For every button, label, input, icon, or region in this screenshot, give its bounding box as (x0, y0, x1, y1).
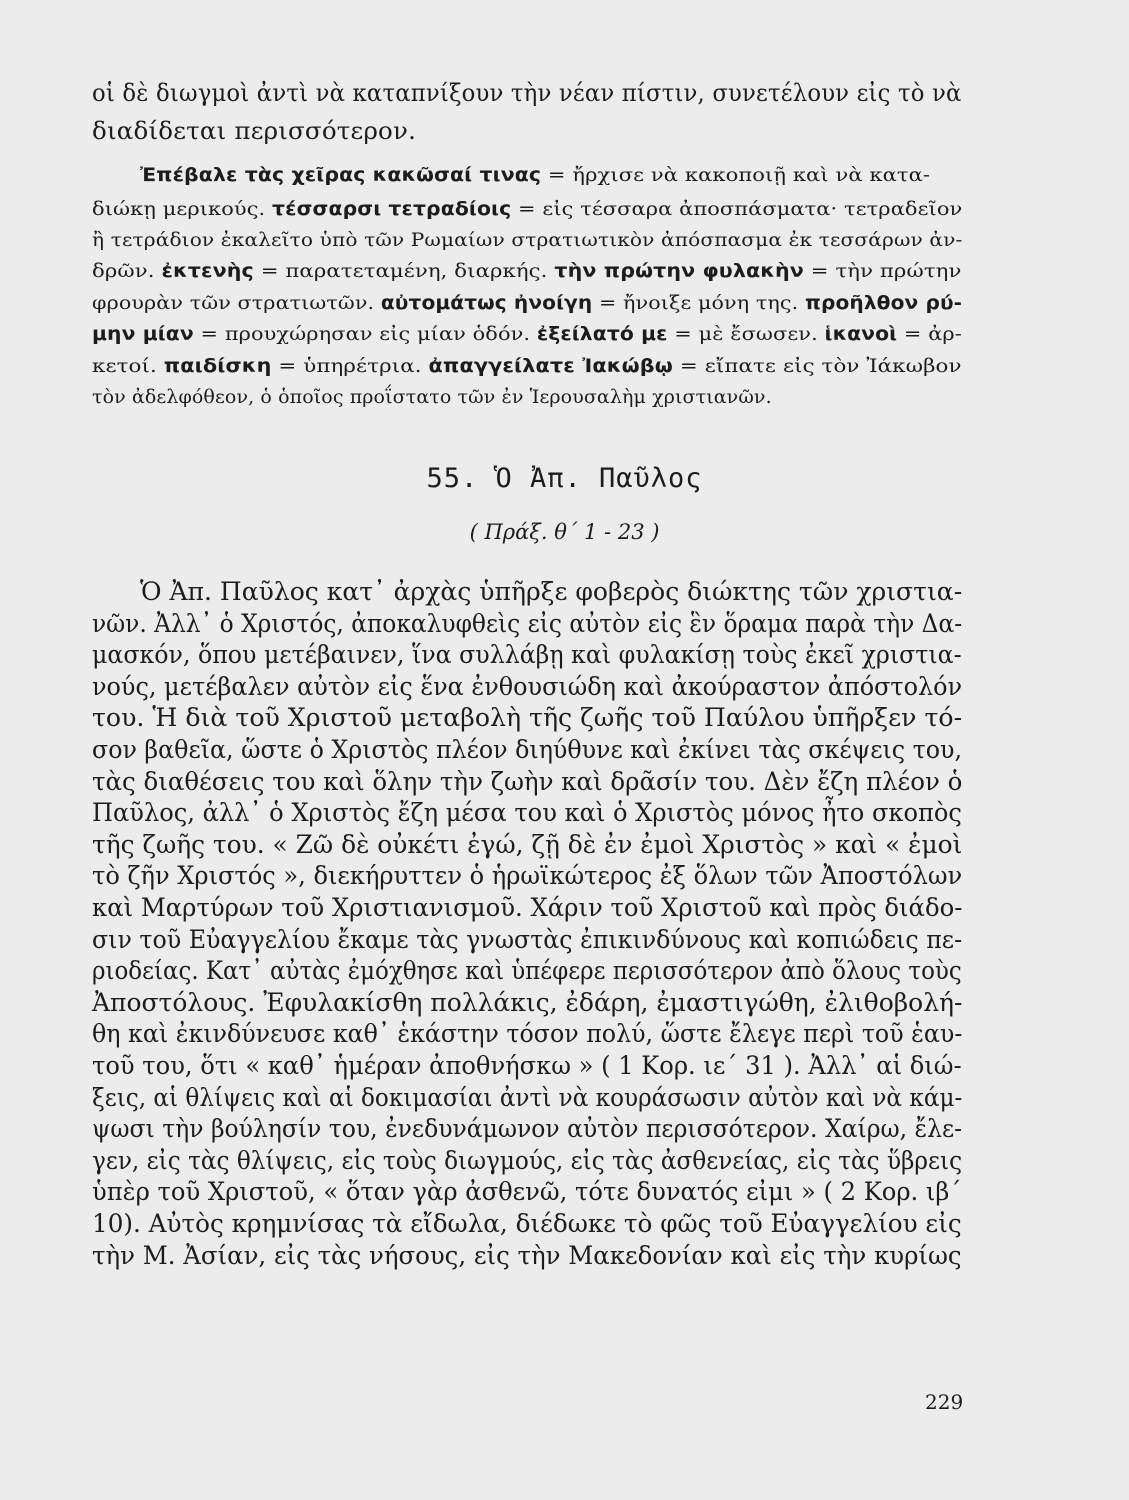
gloss-line (92, 260, 961, 282)
gloss-term: τὴν πρώτην φυλακὴν (554, 261, 804, 282)
gloss-term: ἐξείλατό με (536, 324, 668, 345)
gloss-text: διώκῃ μερικούς. (92, 198, 273, 220)
gloss-term: μην μίαν (92, 324, 194, 345)
gloss-line (92, 292, 962, 314)
gloss-text: = τὴν πρώτην (803, 260, 962, 282)
gloss-text: τὸν ἀδελφόθεον, ὁ ὁποῖος προΐστατο τῶν ἐν Ἱερουσαλὴμ χριστιανῶν. (92, 386, 772, 408)
gloss-line (92, 198, 962, 220)
gloss-text: = ἤνοιξε μόνη της. (592, 292, 805, 314)
gloss-text: = ἤρχισε νὰ κακοποιῇ καὶ νὰ κατα- (541, 164, 931, 186)
gloss-term: παιδίσκη (163, 356, 272, 377)
body-line: ξεις, αἱ θλίψεις καὶ αἱ δοκιμασίαι ἀντὶ νὰ κουράσωσιν αὐτὸν καὶ νὰ κάμ- (92, 1082, 963, 1112)
intro-line: οἱ δὲ διωγμοὶ ἀντὶ νὰ καταπνίξουν τὴν νέαν πίστιν, συνετέλουν εἰς τὸ νὰ (92, 78, 962, 107)
gloss-text: = μὲ ἔσωσεν. (667, 323, 825, 345)
gloss-text: = ὑπηρέτρια. (271, 355, 429, 377)
body-line: θη καὶ ἐκινδύνευσε καθ᾽ ἑκάστην τόσον πολύ, ὥστε ἔλεγε περὶ τοῦ ἑαυ- (92, 1019, 963, 1049)
gloss-text: = παρατεταμένη, διαρκής. (253, 260, 555, 282)
gloss-text: κετοί. (92, 355, 164, 377)
gloss-term: προῆλθον ρύ- (804, 293, 963, 314)
body-line: σιν τοῦ Εὐαγγελίου ἔκαμε τὰς γνωστὰς ἐπικινδύνους καὶ κοπιώδεις πε- (92, 924, 963, 954)
body-line: ὑπὲρ τοῦ Χριστοῦ, « ὅταν γὰρ ἀσθενῶ, τότε δυνατός εἰμι » ( 2 Κορ. ιβ΄ (92, 1177, 962, 1207)
body-line: τοῦ του, ὅτι « καθ᾽ ἡμέραν ἀποθνήσκω » ( 1 Κορ. ιε΄ 31 ). Ἀλλ᾽ αἱ διώ- (92, 1051, 962, 1080)
gloss-text: = προυχώρησαν εἰς μίαν ὁδόν. (193, 323, 537, 345)
body-line: σον βαθεῖα, ὥστε ὁ Χριστὸς πλέον διηύθυνε καὶ ἐκίνει τὰς σκέψεις του, (92, 735, 962, 764)
gloss-term: αὐτομάτως ἠνοίγη (380, 293, 593, 314)
body-line: νούς, μετέβαλεν αὐτὸν εἰς ἕνα ἐνθουσιώδη καὶ ἀκούραστον ἀπόστολόν (92, 671, 963, 701)
gloss-line (140, 164, 930, 186)
gloss-term: Ἐπέβαλε τὰς χεῖρας κακῶσαί τινας (140, 165, 542, 186)
body-line: τὴν Μ. Ἀσίαν, εἰς τὰς νήσους, εἰς τὴν Μακεδονίαν καὶ εἰς τὴν κυρίως (92, 1240, 962, 1270)
gloss-text: δρῶν. (92, 260, 162, 282)
body-line: 10). Αὐτὸς κρημνίσας τὰ εἴδωλα, διέδωκε τὸ φῶς τοῦ Εὐαγγελίου εἰς (92, 1209, 962, 1238)
gloss-term: ἱκανοὶ (824, 324, 898, 345)
section-reference: ( Πράξ. θ΄ 1 - 23 ) (469, 520, 660, 544)
body-line: Παῦλος, ἀλλ᾽ ὁ Χριστὸς ἔζη μέσα του καὶ ὁ Χριστὸς μόνος ἦτο σκοπὸς (92, 798, 962, 828)
gloss-text: ἢ τετράδιον ἐκαλεῖτο ὑπὸ τῶν Ρωμαίων στρατιωτικὸν ἀπόσπασμα ἐκ τεσσάρων ἀν- (92, 229, 963, 251)
gloss-text: = ἀρ- (897, 323, 962, 345)
body-line: τὰς διαθέσεις του καὶ ὅλην τὴν ζωὴν καὶ δρᾶσίν του. Δὲν ἔζη πλέον ὁ (92, 766, 963, 796)
gloss-line (92, 386, 772, 408)
gloss-term: ἀπαγγείλατε Ἰακώβῳ (428, 356, 673, 377)
body-line: καὶ Μαρτύρων τοῦ Χριστιανισμοῦ. Χάριν τοῦ Χριστοῦ καὶ πρὸς διάδο- (92, 893, 963, 922)
page-number: 229 (925, 1390, 964, 1414)
body-line: του. Ἡ διὰ τοῦ Χριστοῦ μεταβολὴ τῆς ζωῆς τοῦ Παύλου ὑπῆρξεν τό- (92, 703, 963, 733)
intro-line: διαδίδεται περισσότερον. (92, 116, 417, 145)
body-line: μασκόν, ὅπου μετέβαινεν, ἵνα συλλάβῃ καὶ φυλακίσῃ τοὺς ἐκεῖ χριστια- (92, 640, 962, 670)
gloss-text: φρουρὰν τῶν στρατιωτῶν. (92, 292, 381, 314)
body-line: ψωσι τὴν βούλησίν του, ἐνεδυνάμωνον αὐτὸν περισσότερον. Χαίρω, ἔλε- (92, 1114, 963, 1144)
gloss-term: ἐκτενὴς (161, 261, 254, 282)
body-line: ριοδείας. Κατ᾽ αὐτὰς ἐμόχθησε καὶ ὑπέφερε περισσότερον ἀπὸ ὅλους τοὺς (92, 956, 962, 986)
body-line: τῆς ζωῆς του. « Ζῶ δὲ οὐκέτι ἐγώ, ζῇ δὲ ἐν ἐμοὶ Χριστὸς » καὶ « ἐμοὶ (92, 829, 963, 859)
body-line: τὸ ζῆν Χριστός », διεκήρυττεν ὁ ἡρωϊκώτερος ἐξ ὅλων τῶν Ἀποστόλων (92, 861, 963, 891)
gloss-text: = εἴπατε εἰς τὸν Ἰάκωβον (672, 355, 962, 377)
gloss-term: τέσσαρσι τετραδίοις (272, 199, 512, 220)
gloss-line (92, 323, 962, 345)
body-line: νῶν. Ἀλλ᾽ ὁ Χριστός, ἀποκαλυφθεὶς εἰς αὐτὸν εἰς ἓν ὅραμα παρὰ τὴν Δα- (92, 608, 963, 638)
gloss-line (92, 229, 962, 251)
body-line: Ἀποστόλους. Ἐφυλακίσθη πολλάκις, ἐδάρη, ἐμαστιγώθη, ἐλιθοβολή- (92, 987, 963, 1017)
body-line: Ὁ Ἀπ. Παῦλος κατ᾽ ἀρχὰς ὑπῆρξε φοβερὸς διώκτης τῶν χριστια- (140, 577, 963, 606)
gloss-text: = εἰς τέσσαρα ἀποσπάσματα· τετραδεῖον (511, 198, 963, 220)
body-line: γεν, εἰς τὰς θλίψεις, εἰς τοὺς διωγμούς, εἰς τὰς ἀσθενείας, εἰς τὰς ὕβρεις (92, 1145, 963, 1175)
gloss-line (92, 355, 962, 377)
section-title: 55. Ὁ Ἀπ. Παῦλος (426, 463, 703, 494)
